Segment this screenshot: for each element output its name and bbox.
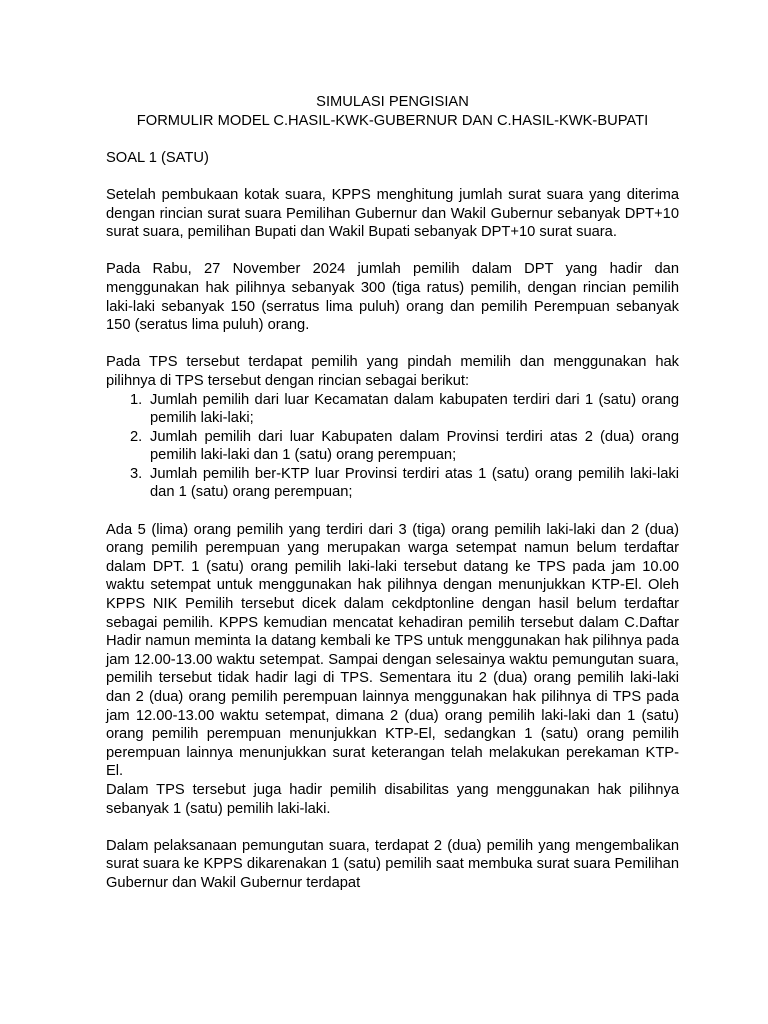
spacer [106, 167, 679, 186]
spacer [106, 130, 679, 149]
list-item-text: Jumlah pemilih dari luar Kabupaten dalam Provinsi terdiri atas 2 (dua) orang pemilih laki-laki dan 1 (satu) orang perempuan; [150, 428, 679, 464]
list-item-number: 2. [130, 428, 143, 445]
paragraph-4: Ada 5 (lima) orang pemilih yang terdiri dari 3 (tiga) orang pemilih laki-laki dan 2 (dua) orang pemilih perempuan yang merupakan warga setempat namun belum terdaftar dalam DPT. 1 (satu) orang pemilih laki-laki tersebut datang ke TPS pada jam 10.00 waktu setempat untuk menggunakan hak pilihnya dengan menunjukkan KTP-El. Oleh KPPS NIK Pemilih tersebut dicek dalam cekdptonline dengan hasil belum terdaftar sebagai pemilih. KPPS kemudian mencatat kehadiran pemilih tersebut dalam C.Daftar Hadir namun meminta Ia datang kembali ke TPS untuk menggunakan hak pilihnya pada jam 12.00-13.00 waktu setempat. Sampai dengan selesainya waktu pemungutan suara, pemilih tersebut tidak hadir lagi di TPS. Sementara itu 2 (dua) orang pemilih laki-laki dan 2 (dua) orang pemilih perempuan lainnya menggunakan hak pilihnya di TPS pada jam 12.00-13.00 waktu setempat, dimana 2 (dua) orang pemilih laki-laki dan 1 (satu) orang pemilih perempuan menunjukkan KTP-El, sedangkan 1 (satu) orang pemilih perempuan lainnya menunjukkan surat keterangan telah melakukan perekaman KTP-El. [106, 521, 679, 780]
paragraph-6: Dalam pelaksanaan pemungutan suara, terdapat 2 (dua) pemilih yang mengembalikan surat suara ke KPPS dikarenakan 1 (satu) pemilih saat membuka surat suara Pemilihan Gubernur dan Wakil Gubernur terdapat [106, 837, 679, 891]
list-item-number: 1. [130, 391, 143, 408]
list-item [106, 465, 679, 502]
paragraph-5: Dalam TPS tersebut juga hadir pemilih disabilitas yang menggunakan hak pilihnya sebanyak 1 (satu) pemilih laki-laki. [106, 781, 679, 817]
list-item [106, 428, 679, 465]
list-item-text: Jumlah pemilih dari luar Kecamatan dalam kabupaten terdiri dari 1 (satu) orang pemilih laki-laki; [150, 391, 679, 427]
title-line-2: FORMULIR MODEL C.HASIL-KWK-GUBERNUR DAN C.HASIL-KWK-BUPATI [136, 112, 649, 129]
spacer [106, 818, 679, 837]
spacer [106, 335, 679, 354]
list-item-text: Jumlah pemilih ber-KTP luar Provinsi terdiri atas 1 (satu) orang pemilih laki-laki dan 1 (satu) orang perempuan; [150, 465, 679, 501]
numbered-list [106, 391, 679, 503]
list-item-number: 3. [130, 465, 143, 482]
spacer [106, 242, 679, 261]
paragraph-2: Pada Rabu, 27 November 2024 jumlah pemilih dalam DPT yang hadir dan menggunakan hak pilihnya sebanyak 300 (tiga ratus) pemilih, dengan rincian pemilih laki-laki sebanyak 150 (serratus lima puluh) orang dan pemilih Perempuan sebanyak 150 (seratus lima puluh) orang. [106, 261, 679, 334]
spacer [106, 502, 679, 521]
paragraph-1: Setelah pembukaan kotak suara, KPPS menghitung jumlah surat suara yang diterima dengan rincian surat suara Pemilihan Gubernur dan Wakil Gubernur sebanyak DPT+10 surat suara, pemilihan Bupati dan Wakil Bupati sebanyak DPT+10 surat suara. [106, 186, 679, 241]
document-page [106, 93, 679, 893]
list-item [106, 391, 679, 428]
title-line-1: SIMULASI PENGISIAN [316, 94, 469, 110]
soal-heading: SOAL 1 (SATU) [106, 149, 209, 166]
paragraph-3: Pada TPS tersebut terdapat pemilih yang pindah memilih dan menggunakan hak pilihnya di TPS tersebut dengan rincian sebagai berikut: [106, 354, 679, 389]
